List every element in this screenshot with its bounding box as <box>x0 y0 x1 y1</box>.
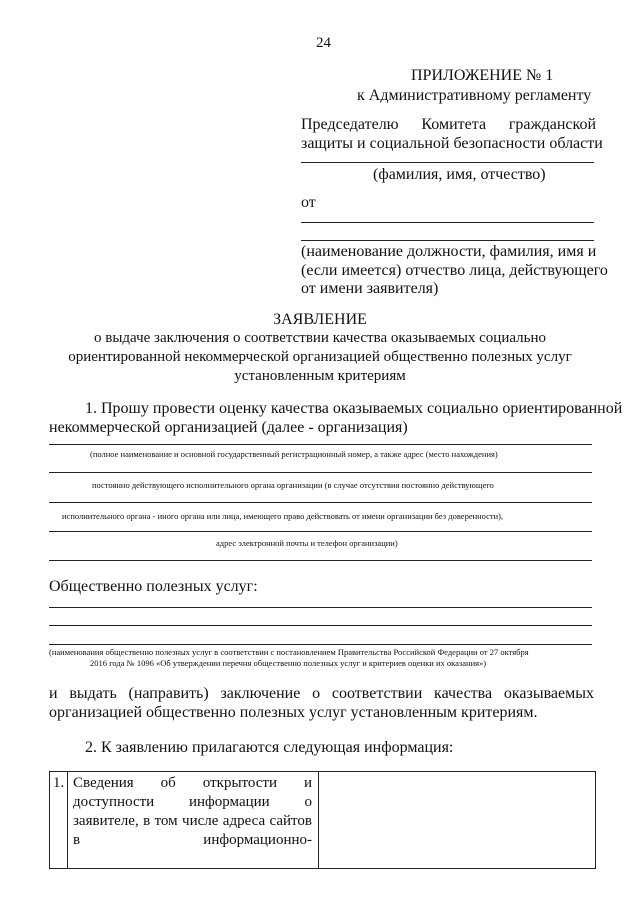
statement-subtitle-2: ориентированной некоммерческой организацией общественно полезных услуг <box>68 349 572 365</box>
conclusion-line-1: и выдать (направить) заключение о соответствии качества оказываемых <box>49 685 594 702</box>
row-description-line-1: Сведения об открытости и <box>73 775 312 791</box>
page-number: 24 <box>316 35 331 51</box>
org-line-3 <box>49 502 592 503</box>
addressee-name-hint: (фамилия, имя, отчество) <box>373 166 546 183</box>
org-hint-1: (полное наименование и основной государственный регистрационный номер, а также адрес (место нахождения) <box>90 449 498 459</box>
org-hint-4: адрес электронной почты и телефон организации) <box>216 538 398 548</box>
sender-hint-1: (наименование должности, фамилия, имя и <box>301 243 597 260</box>
services-hint-1: (наименования общественно полезных услуг в соответствии с постановлением Правительства Российской Федерации от 27 октября <box>49 647 529 657</box>
row-value-cell <box>319 772 596 869</box>
row-description-line-4: в информационно- <box>73 832 312 848</box>
appendix-subtitle: к Административному регламенту <box>357 87 592 104</box>
from-label: от <box>301 194 316 211</box>
appendix-title: ПРИЛОЖЕНИЕ № 1 <box>411 67 554 84</box>
sender-hint-3: от имени заявителя) <box>301 280 439 297</box>
row-description-line-3: заявителе, в том числе адреса сайтов <box>73 813 312 829</box>
row-number-cell <box>50 772 68 869</box>
org-line-4 <box>49 531 592 532</box>
conclusion-line-2: организацией общественно полезных услуг установленным критериям. <box>49 704 538 721</box>
services-line-3 <box>49 644 592 645</box>
item1-line-2: некоммерческой организацией (далее - организация) <box>49 419 408 436</box>
item1-line-1: 1. Прошу провести оценку качества оказываемых социально ориентированной <box>85 400 623 417</box>
services-label: Общественно полезных услуг: <box>49 578 258 595</box>
org-hint-2: постоянно действующего исполнительного органа организации (в случае отсутствия постоянно действующего <box>92 480 494 490</box>
services-line-1 <box>49 607 592 608</box>
sender-hint-2: (если имеется) отчество лица, действующего <box>301 262 608 279</box>
row-description-line-2: доступности информации о <box>73 794 312 810</box>
services-hint-2: 2016 года № 1096 «Об утверждении перечня общественно полезных услуг и критериев оценки их оказания») <box>90 658 487 668</box>
org-hint-3: исполнительного органа - иного органа или лица, имеющего право действовать от имени организации без доверенности), <box>62 511 504 521</box>
row-description-cell <box>68 772 319 869</box>
attachments-table <box>49 771 596 869</box>
org-line-1 <box>49 444 592 445</box>
addressee-name-line <box>301 162 594 163</box>
row-number: 1. <box>53 775 65 791</box>
services-line-2 <box>49 625 592 626</box>
table-row <box>50 772 596 869</box>
org-line-5 <box>49 560 592 561</box>
org-line-2 <box>49 472 592 473</box>
addressee-line-1: Председателю Комитета гражданской <box>301 116 596 133</box>
item2-text: 2. К заявлению прилагаются следующая информация: <box>85 739 454 756</box>
sender-line-1 <box>301 222 594 223</box>
statement-subtitle-1: о выдаче заключения о соответствии качества оказываемых социально <box>94 330 546 346</box>
statement-subtitle-3: установленным критериям <box>234 368 406 384</box>
statement-title: ЗАЯВЛЕНИЕ <box>273 311 367 328</box>
sender-line-2 <box>301 240 594 241</box>
addressee-line-2: защиты и социальной безопасности области <box>301 135 603 152</box>
